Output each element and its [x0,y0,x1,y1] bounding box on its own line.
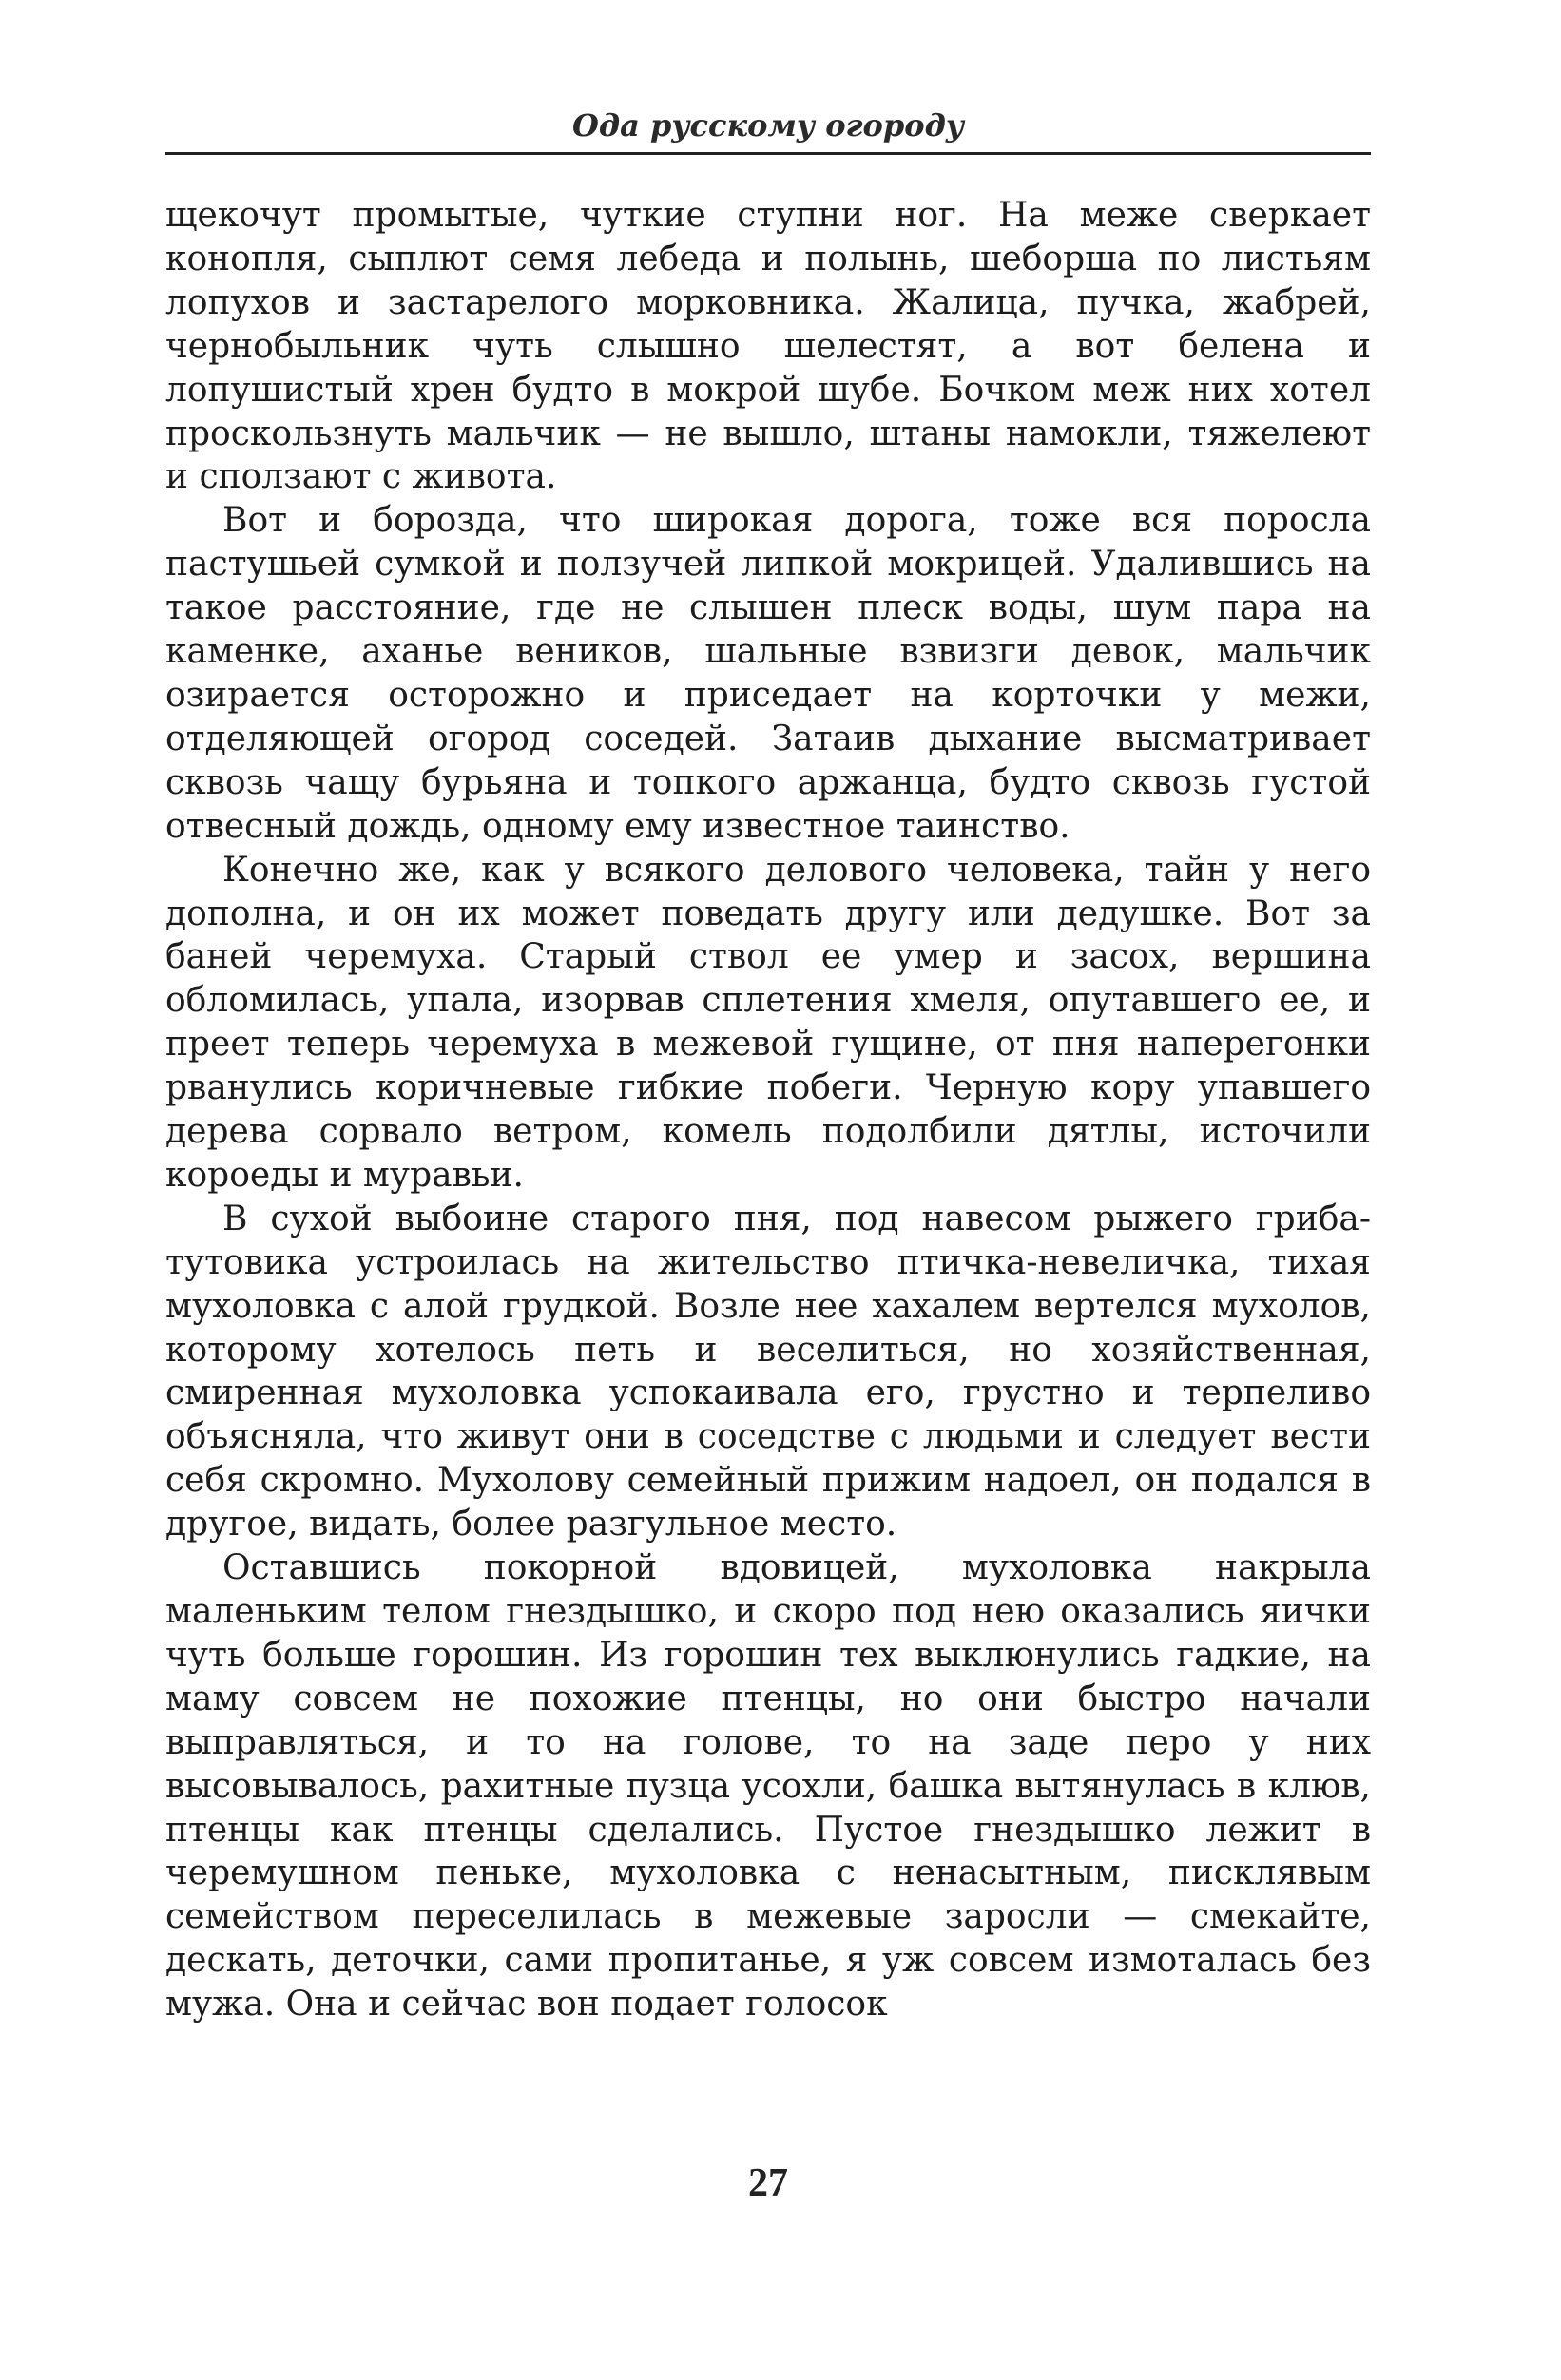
paragraph-5: Оставшись покорной вдовицей, мухоловка накрыла маленьким телом гнездышко, и скоро под нею оказались яички чуть больше горошин. Из горошин тех выклюнулись гадкие, на маму совсем не похожие птенцы, но они быстро начали выправляться, и то на голове, то на заде перо у них высовывалось, рахитные пузца усохли, башка вытянулась в клюв, птенцы как птенцы сделались. Пустое гнездышко лежит в черемушном пеньке, мухоловка с ненасытным, писклявым семейством переселилась в межевые заросли — смекайте, дескать, деточки, сами пропитанье, я уж совсем измоталась без мужа. Она и сейчас вон подает голосок [165,1548,1371,2025]
paragraph-2: Вот и борозда, что широкая дорога, тоже вся поросла пастушьей сумкой и ползучей липкой мокрицей. Удалившись на такое расстояние, где не слышен плеск воды, шум пара на каменке, аханье веников, шальные взвизги девок, мальчик озирается осторожно и приседает на корточки у межи, отделяющей огород соседей. Затаив дыхание высматривает сквозь чащу бурьяна и топкого аржанца, будто сквозь густой отвесный дождь, одному ему известное таинство. [165,501,1371,846]
paragraph-4: В сухой выбоине старого пня, под навесом рыжего гриба-тутовика устроилась на жительство птичка-невеличка, тихая мухоловка с алой грудкой. Возле нее хахалем вертелся мухолов, которому хотелось петь и веселиться, но хозяйственная, смиренная мухоловка успокаивала его, грустно и терпеливо объясняла, что живут они в соседстве с людьми и следует вести себя скромно. Мухолову семейный прижим надоел, он подался в другое, видать, более разгульное место. [165,1199,1371,1545]
header-rule [165,152,1371,155]
running-head-title: Ода русскому огороду [572,107,964,144]
book-page [165,0,1371,2380]
body-text [165,194,1371,2026]
paragraph-3: Конечно же, как у всякого делового человека, тайн у него дополна, и он их может поведать другу или дедушке. Вот за баней черемуха. Старый ствол ее умер и засох, вершина обломилась, упала, изорвав сплетения хмеля, опутавшего ее, и преет теперь черемуха в межевой гущине, от пня наперегонки рванулись коричневые гибкие побеги. Черную кору упавшего дерева сорвало ветром, комель подолбили дятлы, источили короеды и муравьи. [165,850,1371,1195]
paragraph-1: щекочут промытые, чуткие ступни ног. На меже сверкает конопля, сыплют семя лебеда и полынь, шеборша по листьям лопухов и застарелого морковника. Жалица, пучка, жабрей, чернобыльник чуть слышно шелестят, а вот белена и лопушистый хрен будто в мокрой шубе. Бочком меж них хотел проскользнуть мальчик — не вышло, штаны намокли, тяжелеют и сползают с живота. [165,196,1371,497]
page-number: 27 [748,2161,788,2205]
